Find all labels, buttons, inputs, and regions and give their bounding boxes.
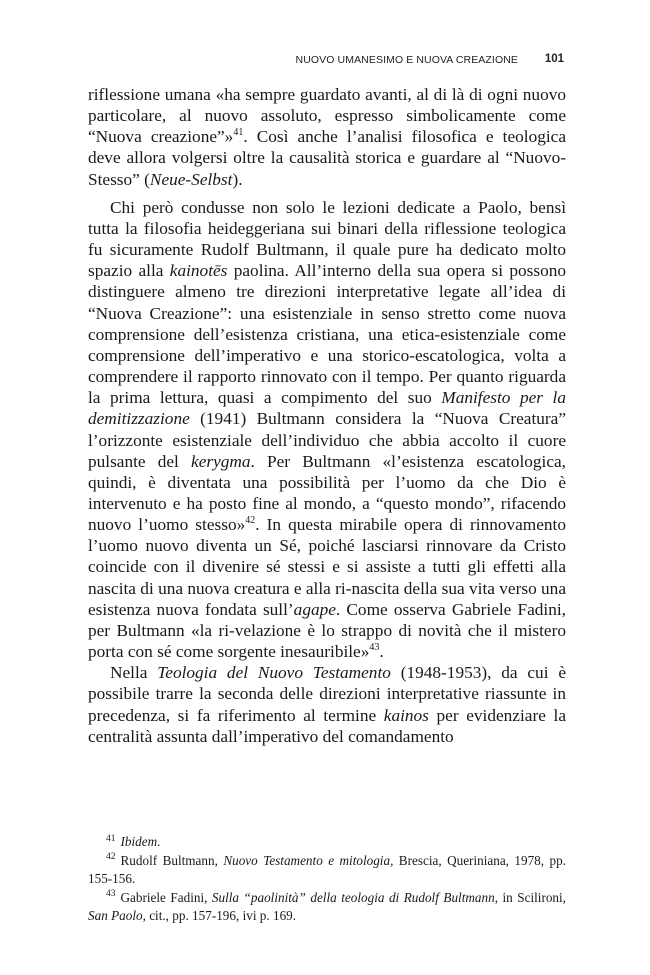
footnote-ref-42: 42 (245, 515, 256, 527)
running-head-title: NUOVO UMANESIMO E NUOVA CREAZIONE (295, 54, 518, 66)
running-head (88, 53, 564, 69)
footnote-41: $^{41}$ Ibidem. (106, 833, 161, 849)
paragraph-bultmann: Chi però condusse non solo le lezioni dedicate a Paolo, bensì tutta la filosofia heideggeriana sui binari della riflessione teologica fu sicuramente Rudolf Bultmann, il quale pure ha dedicato molto spazio alla kainotēs paolina. All’interno della sua opera si possono distinguere almeno tre direzioni interpretative legate all’idea di “Nuova Creazione”: una esistenziale in senso stretto come nuova comprensione dell’esistenza cristiana, una etica-esistenziale come comprensione dell’imperativo e una storico-escatologica, volta a comprendere il rapporto rinnovato con il tempo. Per quanto riguarda la prima lettura, quasi a compimento del suo Manifesto per la demitizzazione (1941) Bultmann considera la “Nuova Creatura” l’orizzonte esistenziale dell’individuo che abbia accolto il cuore pulsante del kerygma. Per Bultmann «l’esistenza escatologica, quindi, è diventata una possibilità per l’uomo da che Dio è intervenuto e ha posto fine al mondo, a “questo mondo”, rifacendo nuovo l’uomo stesso»$^{42}$. In questa mirabile opera di rinnovamento l’uomo nuovo diventa un Sé, poiché lasciarsi rinnovare da Cristo coincide con il divenire sé stessi e si assiste a tutti gli effetti alla nascita di una nuova creatura e alla ri-nascita della sua vita verso una esistenza nuova fondata sull’agape. Come osserva Gabriele Fadini, per Bultmann «la ri-velazione è lo strappo di novità che il mistero porta con sé come sorgente inesauribile»$^{43}$. (88, 197, 567, 662)
paragraph-continuation: riflessione umana «ha sempre guardato avanti, al di là di ogni nuovo particolare, al nuovo assoluto, espresso simbolicamente come “Nuova creazione”»$^{41}$. Così anche l’analisi filosofica e teologica deve allora volgersi oltre la causalità storica e guardare al “Nuovo-Stesso” (Neue-Selbst). (88, 85, 567, 189)
footnote-42: $^{42}$ Rudolf Bultmann, Nuovo Testamento e mitologia, Brescia, Queriniana, 1978, pp. 155-156. (88, 852, 566, 886)
paragraph-teologia: Nella Teologia del Nuovo Testamento (1948-1953), da cui è possibile trarre la seconda delle direzioni interpretative riassunte in precedenza, si fa riferimento al termine kainos per evidenziare la centralità assunta dall’imperativo del comandamento (88, 663, 566, 746)
footnote-43: $^{43}$ Gabriele Fadini, Sulla “paolinità” della teologia di Rudolf Bultmann, in Scilironi, San Paolo, cit., pp. 157-196, ivi p. 169. (88, 889, 566, 923)
page-number: 101 (544, 53, 564, 65)
footnote-ref-41: 41 (233, 127, 244, 139)
footnotes (88, 833, 566, 926)
footnote-ref-43: 43 (369, 642, 380, 654)
main-text (88, 84, 566, 747)
